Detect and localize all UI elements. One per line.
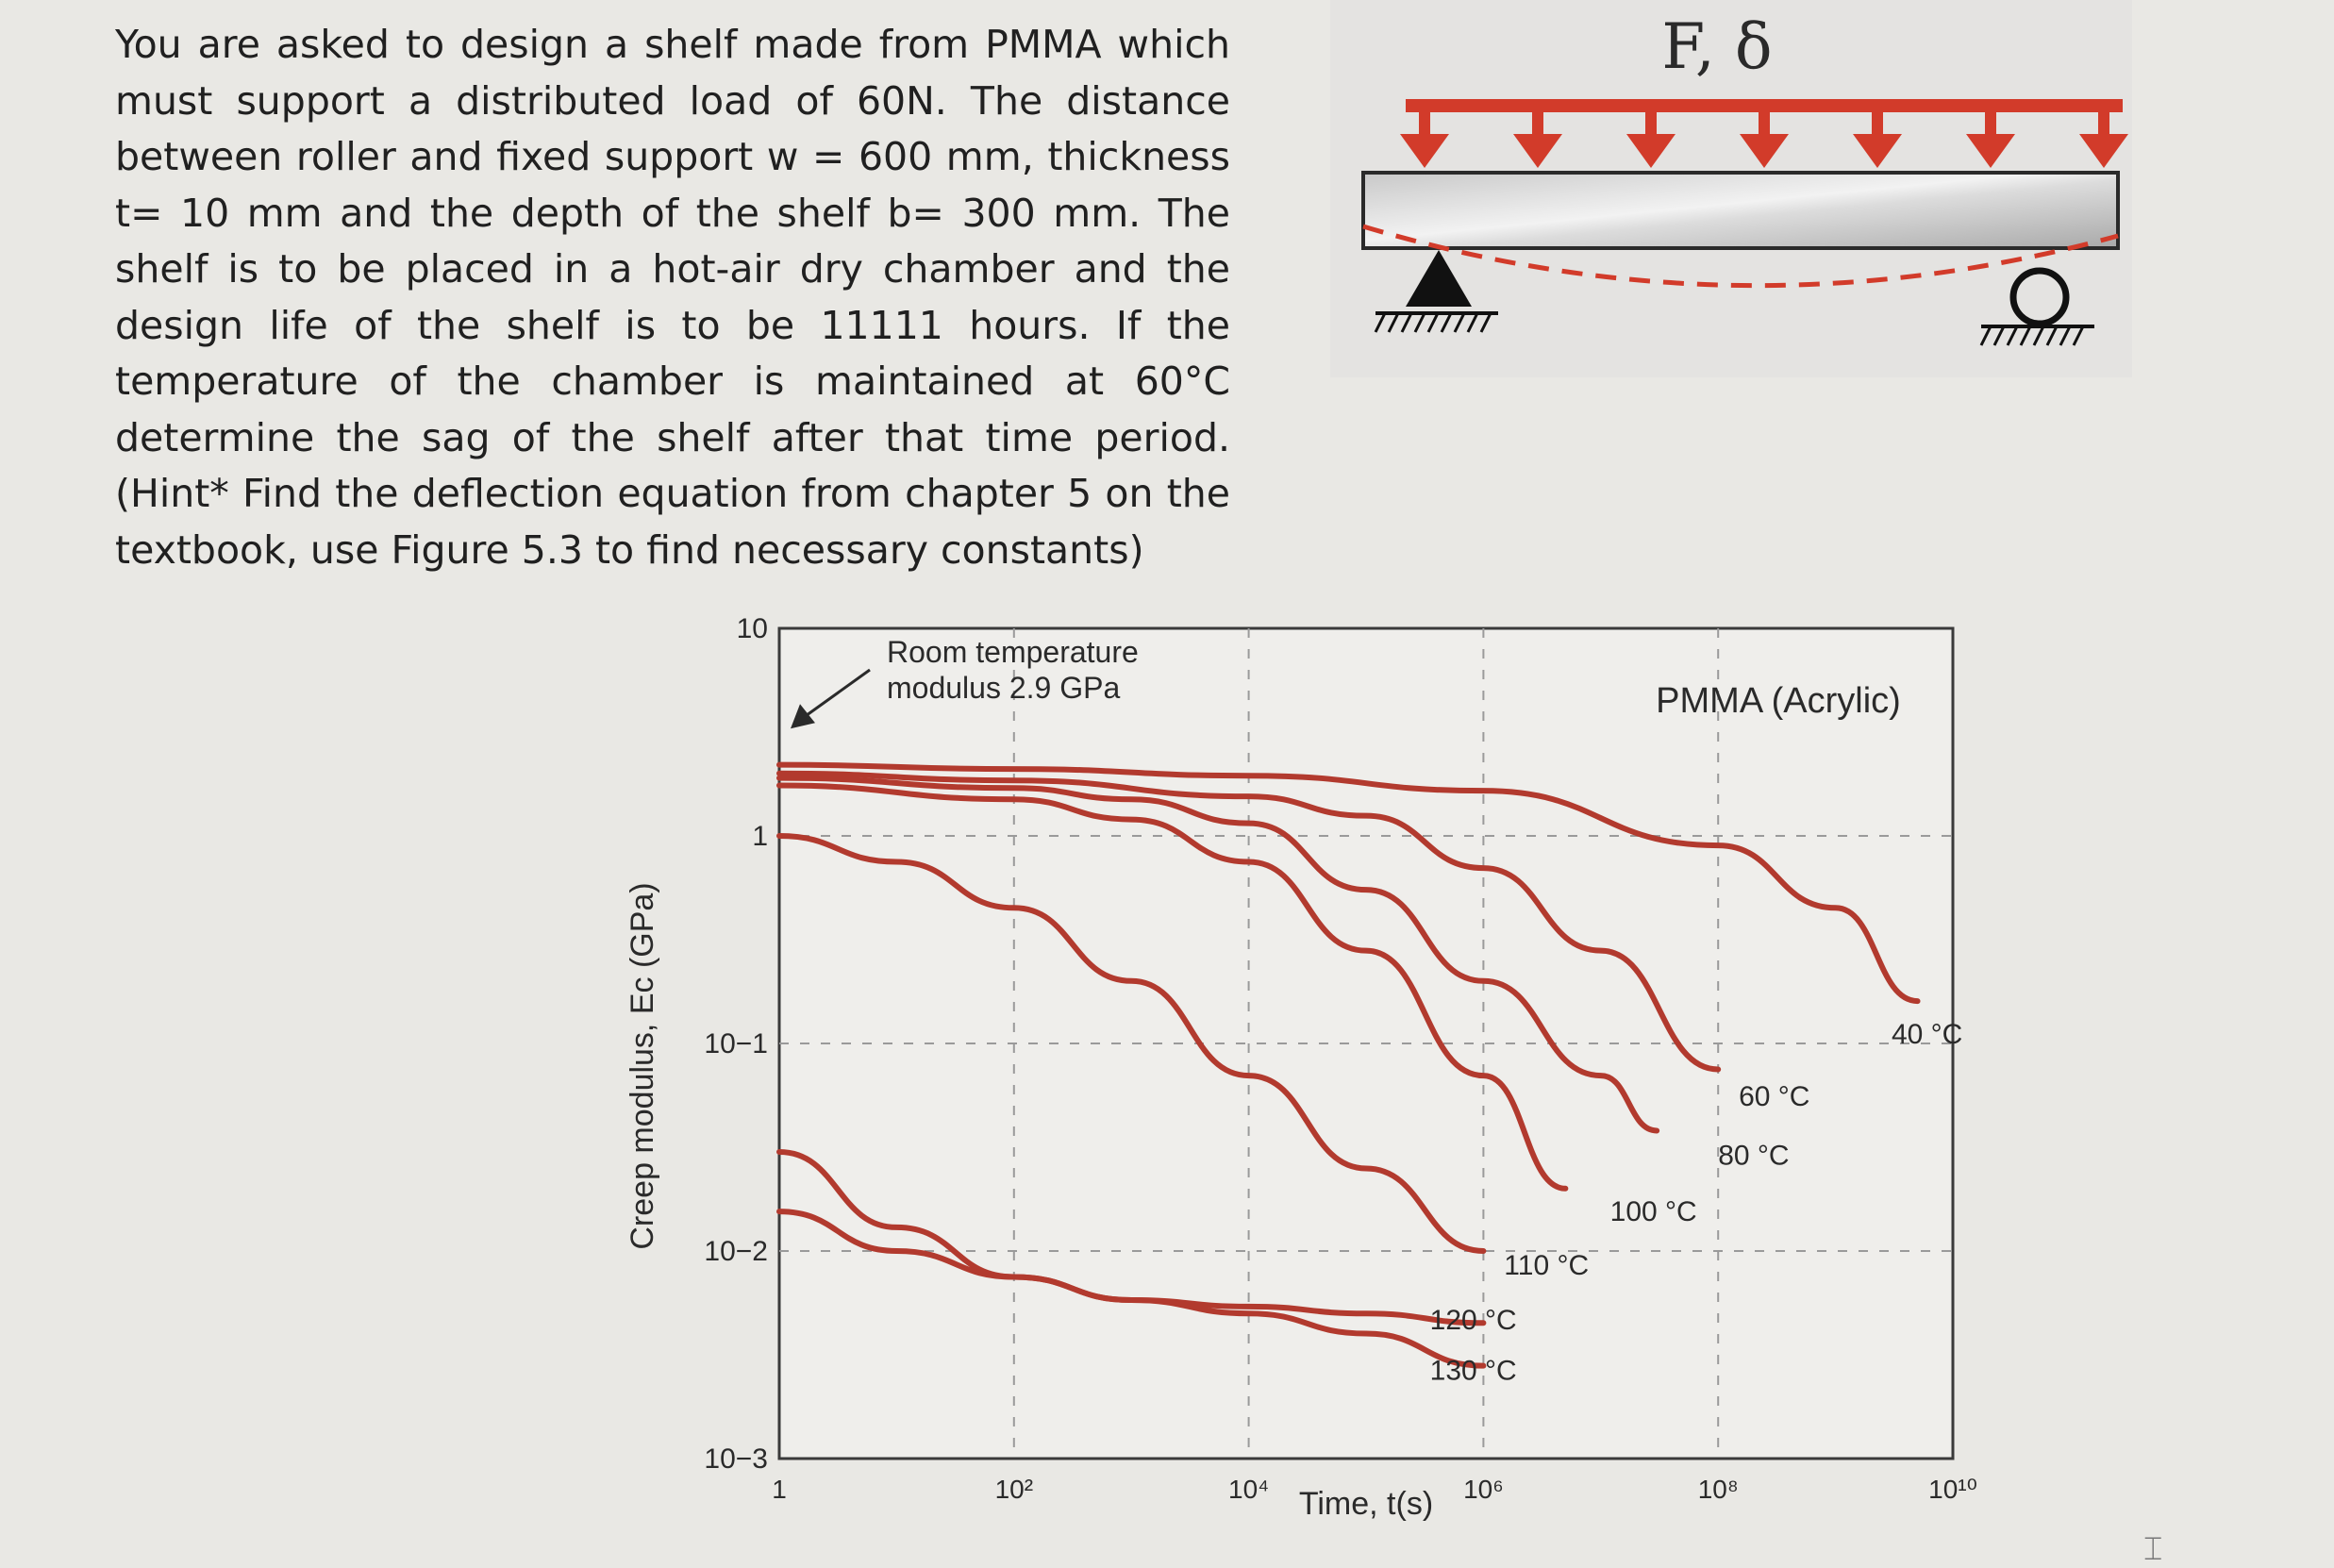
x-tick-label: 10⁸ [1697, 1475, 1739, 1504]
y-tick-label: 10−2 [704, 1236, 768, 1267]
chart-title: PMMA (Acrylic) [1656, 681, 1901, 721]
series-label: 130 °C [1429, 1355, 1517, 1387]
x-tick-label: 1 [772, 1475, 787, 1504]
series-label: 80 °C [1718, 1140, 1790, 1172]
y-axis-label: Creep modulus, Ec (GPa) [625, 882, 660, 1250]
series-label: 120 °C [1429, 1304, 1517, 1336]
x-axis-label: Time, t(s) [1298, 1486, 1434, 1522]
x-tick-label: 10² [994, 1475, 1034, 1504]
series-label: 100 °C [1609, 1195, 1697, 1227]
x-tick-label: 10⁶ [1463, 1475, 1504, 1504]
series-label: 60 °C [1739, 1081, 1810, 1113]
creep-modulus-chart [566, 594, 2057, 1557]
annotation-line-2: modulus 2.9 GPa [887, 671, 1121, 705]
y-tick-label: 10 [736, 613, 768, 644]
text-cursor-icon: ⌶ [2143, 1530, 2163, 1568]
series-label: 40 °C [1891, 1019, 1963, 1050]
shelf-beam [1363, 173, 2118, 248]
load-deflection-label: F, δ [1661, 10, 1773, 83]
problem-statement: You are asked to design a shelf made from PMMA which must support a distributed load of 60N. The distance between roller and fixed support w = 600 mm, thickness t= 10 mm and the depth of the shelf b= 300 mm. The shelf is to be placed in a hot-air dry chamber and the design life of the shelf is to be 11111 hours. If the temperature of the chamber is maintained at 60°C determine the sag of the shelf after that time period. (Hint* Find the deflection equation from chapter 5 on the textbook, use Figure 5.3 to find necessary constants) [115, 22, 1230, 573]
beam-diagram [1330, 0, 2132, 387]
series-label: 110 °C [1504, 1249, 1590, 1281]
y-tick-label: 1 [752, 821, 768, 852]
x-tick-label: 10⁴ [1228, 1475, 1270, 1504]
annotation-line-1: Room temperature [887, 635, 1139, 669]
y-tick-label: 10−3 [704, 1443, 768, 1475]
y-tick-labels [704, 613, 768, 1475]
x-tick-label: 10¹⁰ [1928, 1475, 1977, 1504]
y-tick-label: 10−1 [704, 1028, 768, 1059]
